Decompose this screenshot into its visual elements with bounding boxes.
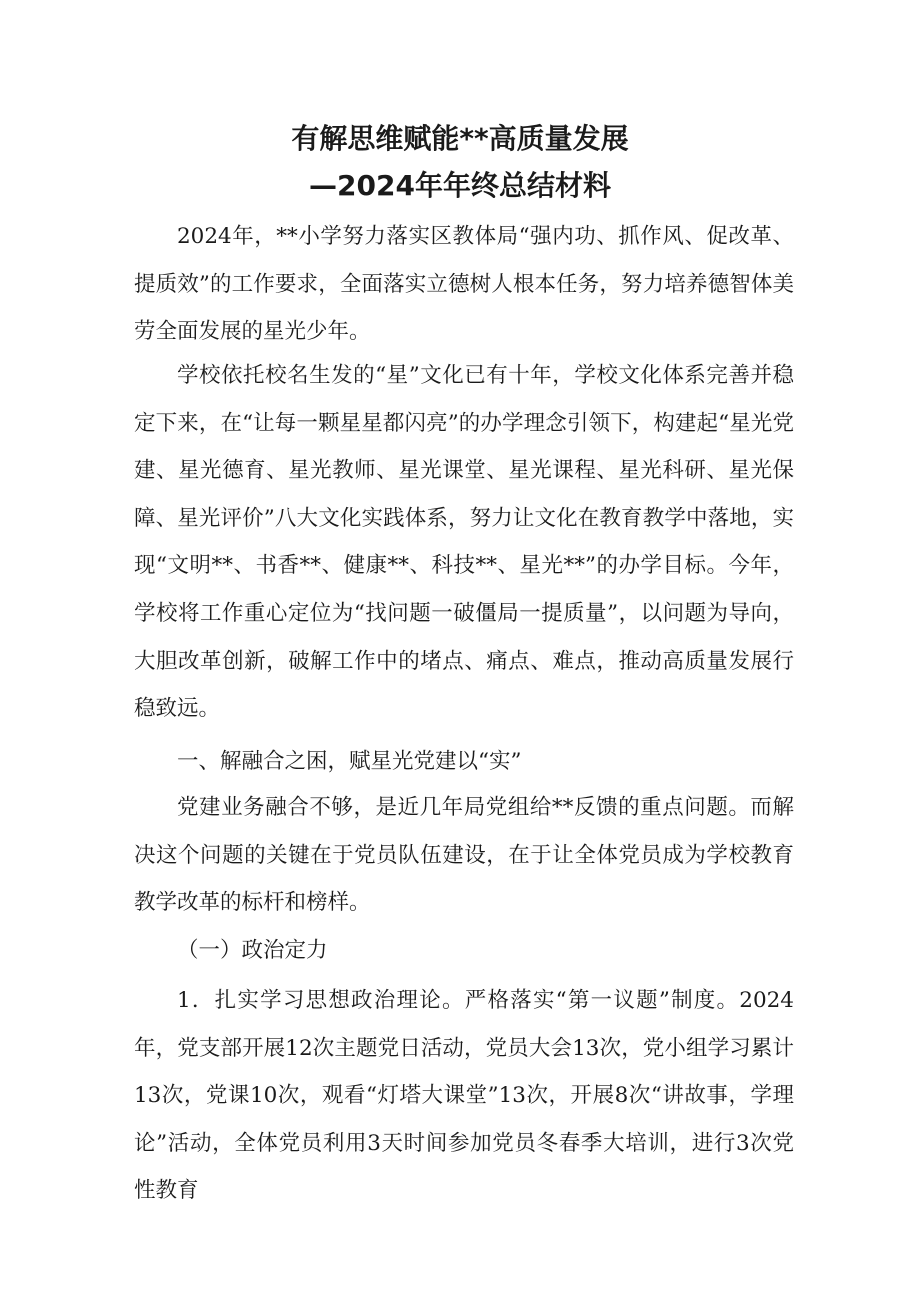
paragraph-star-culture: 学校依托校名生发的“星”文化已有十年，学校文化体系完善并稳定下来，在“让每一颗星星都闪亮”的办学理念引领下，构建起“星光党建、星光德育、星光教师、星光课堂、星光课程、星光科研、星光保障、星光评价”八大文化实践体系，努力让文化在教育教学中落地，实现“文明**、书香**、健康**、科技**、星光**”的办学目标。今年，学校将工作重心定位为“找问题一破僵局一提质量”，以问题为导向，大胆改革创新，破解工作中的堵点、痛点、难点，推动高质量发展行稳致远。 bbox=[134, 363, 794, 722]
document-subtitle: —2024年年终总结材料 bbox=[309, 169, 611, 202]
paragraph-intro: 2024年，**小学努力落实区教体局“强内功、抓作风、促改革、提质效”的工作要求，全面落实立德树人根本任务，努力培养德智体美劳全面发展的星光少年。 bbox=[134, 224, 794, 345]
paragraph-study-theory: 1．扎实学习思想政治理论。严格落实“第一议题”制度。2024年，党支部开展12次主题党日活动，党员大会13次，党小组学习累计13次，党课10次，观看“灯塔大课堂”13次，开展8次“讲故事，学理论”活动，全体党员利用3天时间参加党员冬春季大培训，进行3次党性教育 bbox=[134, 988, 794, 1204]
subsection-heading-political: （一）政治定力 bbox=[177, 938, 328, 963]
document-title: 有解思维赋能**高质量发展 bbox=[291, 122, 629, 155]
paragraph-party-building: 党建业务融合不够，是近几年局党组给**反馈的重点问题。而解决这个问题的关键在于党员队伍建设，在于让全体党员成为学校教育教学改革的标杆和榜样。 bbox=[134, 795, 794, 916]
section-heading-1: 一、解融合之困，赋星光党建以“实” bbox=[177, 749, 522, 774]
